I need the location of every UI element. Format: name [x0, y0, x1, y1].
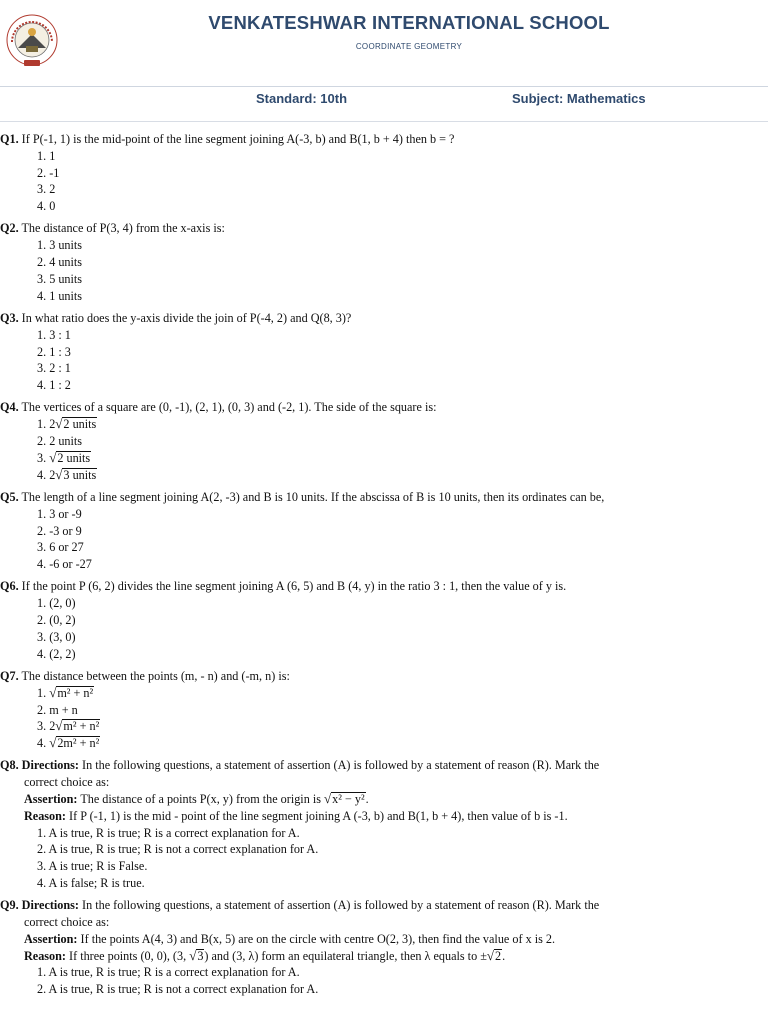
option: 3. A is true; R is False.: [37, 859, 148, 874]
option: 1. 2√2 units: [37, 416, 97, 432]
question-7: [0, 668, 768, 752]
question-8: [0, 757, 768, 891]
option: 1. A is true, R is true; R is a correct explanation for A.: [37, 825, 300, 840]
question-text: The vertices of a square are (0, -1), (2, 1), (0, 3) and (-2, 1). The side of the square is:: [21, 400, 437, 415]
question-text: The distance between the points (m, - n) and (-m, n) is:: [21, 668, 290, 683]
option: 3. 2: [37, 182, 56, 197]
option: 2. A is true, R is true; R is not a correct explanation for A.: [37, 982, 319, 997]
subject-label: Subject: Mathematics: [512, 91, 646, 106]
question-9: [0, 897, 768, 998]
question-text: The distance of P(3, 4) from the x-axis is:: [21, 221, 225, 236]
question-5: [0, 489, 768, 573]
option: 4. 0: [37, 199, 56, 214]
option: 3. 5 units: [37, 271, 83, 286]
option: 1. (2, 0): [37, 596, 76, 611]
question-6: [0, 578, 768, 662]
reason: Reason: If P (-1, 1) is the mid - point of the line segment joining A (-3, b) and B(1, b + 4), then value of b is -1.: [24, 808, 568, 823]
option: 4. 2√3 units: [37, 466, 97, 482]
option: 4. √2m² + n²: [37, 735, 100, 751]
question-number: Q8.: [0, 758, 19, 773]
directions-text: In the following questions, a statement of assertion (A) is followed by a statement of reason (R). Mark the: [82, 898, 600, 913]
option: 4. 1 : 2: [37, 378, 71, 393]
question-number: Q1.: [0, 132, 19, 146]
divider: [0, 86, 768, 87]
standard-label: Standard: 10th: [256, 91, 348, 106]
school-name: VENKATESHWAR INTERNATIONAL SCHOOL: [208, 12, 610, 33]
option: 4. -6 or -27: [37, 557, 92, 572]
option: 3. 2√m² + n²: [37, 718, 100, 734]
option: 2. (0, 2): [37, 613, 76, 628]
option: 1. 3 units: [37, 238, 83, 253]
directions-label: Directions:: [21, 898, 79, 913]
question-2: [0, 220, 768, 304]
option: 2. 1 : 3: [37, 344, 71, 359]
option: 2. -1: [37, 165, 60, 180]
option: 3. (3, 0): [37, 629, 76, 644]
option: 1. 3 : 1: [37, 327, 71, 342]
question-number: Q6.: [0, 579, 19, 594]
option: 1. 3 or -9: [37, 506, 82, 521]
chapter-title: COORDINATE GEOMETRY: [355, 42, 463, 51]
question-text: In what ratio does the y-axis divide the join of P(-4, 2) and Q(8, 3)?: [21, 310, 352, 325]
directions-text: correct choice as:: [24, 915, 110, 930]
directions-text: correct choice as:: [24, 775, 110, 790]
option: 3. 2 : 1: [37, 361, 71, 376]
question-text: If the point P (6, 2) divides the line segment joining A (6, 5) and B (4, y) in the ratio 3 : 1, then the value of y is.: [21, 579, 567, 594]
option: 2. 2 units: [37, 434, 83, 449]
question-list: [0, 131, 768, 998]
directions-text: In the following questions, a statement of assertion (A) is followed by a statement of reason (R). Mark the: [82, 758, 600, 773]
question-number: Q2.: [0, 221, 19, 236]
option: 4. 1 units: [37, 288, 83, 303]
directions-label: Directions:: [21, 758, 79, 773]
reason: Reason: If three points (0, 0), (3, √3) and (3, λ) form an equilateral triangle, then λ equals to ±√2.: [24, 947, 506, 963]
option: 4. A is false; R is true.: [37, 875, 145, 890]
option: 2. 4 units: [37, 255, 83, 270]
question-text: The length of a line segment joining A(2, -3) and B is 10 units. If the abscissa of B is 10 units, then its ordinates can be,: [21, 489, 605, 504]
option: 2. -3 or 9: [37, 523, 82, 538]
question-number: Q9.: [0, 898, 19, 913]
question-number: Q5.: [0, 489, 19, 504]
option: 2. A is true, R is true; R is not a correct explanation for A.: [37, 842, 319, 857]
question-text: If P(-1, 1) is the mid-point of the line segment joining A(-3, b) and B(1, b + 4) then b = ?: [21, 132, 455, 146]
assertion: Assertion: If the points A(4, 3) and B(x, 5) are on the circle with centre O(2, 3), then find the value of x is 2.: [24, 931, 556, 946]
option: 4. (2, 2): [37, 646, 76, 661]
question-number: Q7.: [0, 668, 19, 683]
option: 1. A is true, R is true; R is a correct explanation for A.: [37, 965, 300, 980]
option: 2. m + n: [37, 702, 78, 717]
option: 1. √m² + n²: [37, 684, 94, 700]
question-1: [0, 131, 768, 215]
question-number: Q3.: [0, 310, 19, 325]
option: 1. 1: [37, 148, 56, 163]
question-3: [0, 310, 768, 394]
divider: [0, 121, 768, 122]
option: 3. 6 or 27: [37, 540, 84, 555]
question-number: Q4.: [0, 400, 19, 415]
option: 3. √2 units: [37, 449, 91, 465]
page-header: [0, 0, 768, 86]
assertion: Assertion: The distance of a points P(x, y) from the origin is √x² − y².: [24, 790, 369, 806]
question-4: [0, 399, 768, 483]
